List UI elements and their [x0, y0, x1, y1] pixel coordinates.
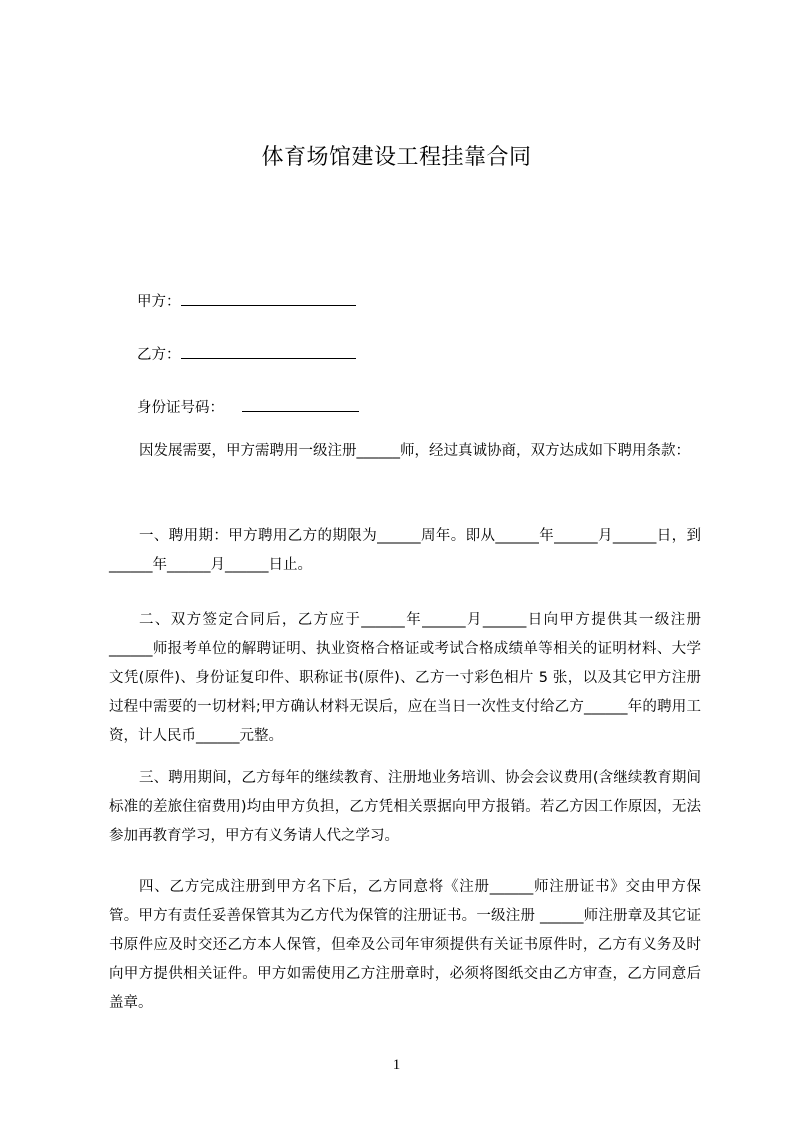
party-a-blank	[181, 292, 356, 306]
clause-3-paragraph: 三、聘用期间，乙方每年的继续教育、注册地业务培训、协会会议费用(含继续教育期间标准的差旅住宿费用)均由甲方负担，乙方凭相关票据向甲方报销。若乙方因工作原因，无法参加再教育学习，甲方有义务请人代之学习。	[109, 770, 701, 844]
clause-1-paragraph: 一、聘用期：甲方聘用乙方的期限为______周年。即从______年______月______日，到______年______月______日止。	[109, 528, 701, 573]
party-b-label: 乙方：	[137, 347, 181, 363]
id-number-field	[137, 398, 359, 418]
party-a-field	[137, 292, 356, 312]
party-b-field	[137, 345, 356, 365]
clause-2-paragraph: 二、双方签定合同后，乙方应于______年______月______日向甲方提供其一级注册______师报考单位的解聘证明、执业资格合格证或考试合格成绩单等相关的证明材料、大学文凭(原件)、身份证复印件、职称证书(原件)、乙方一寸彩色相片 5 张，以及其它甲方注册过程中需要的一切材料;甲方确认材料无误后，应在当日一次性支付给乙方______年的聘用工资，计人民币______元整。	[109, 612, 701, 744]
page-number: 1	[392, 1057, 401, 1073]
party-b-blank	[181, 345, 356, 359]
id-number-label: 身份证号码：	[137, 400, 224, 416]
document-title: 体育场馆建设工程挂靠合同	[261, 145, 532, 170]
id-number-blank	[242, 398, 359, 412]
party-a-label: 甲方：	[137, 294, 181, 310]
clause-4-paragraph: 四、乙方完成注册到甲方名下后，乙方同意将《注册______师注册证书》交由甲方保管。甲方有责任妥善保管其为乙方代为保管的注册证书。一级注册 ______师注册章及其它证书原件应及时交还乙方本人保管，但牵及公司年审须提供有关证书原件时，乙方有义务及时向甲方提供相关证件。甲方如需使用乙方注册章时，必须将图纸交由乙方审查，乙方同意后盖章。	[109, 879, 701, 1011]
intro-paragraph: 因发展需要，甲方需聘用一级注册______师，经过真诚协商，双方达成如下聘用条款：	[139, 443, 690, 459]
